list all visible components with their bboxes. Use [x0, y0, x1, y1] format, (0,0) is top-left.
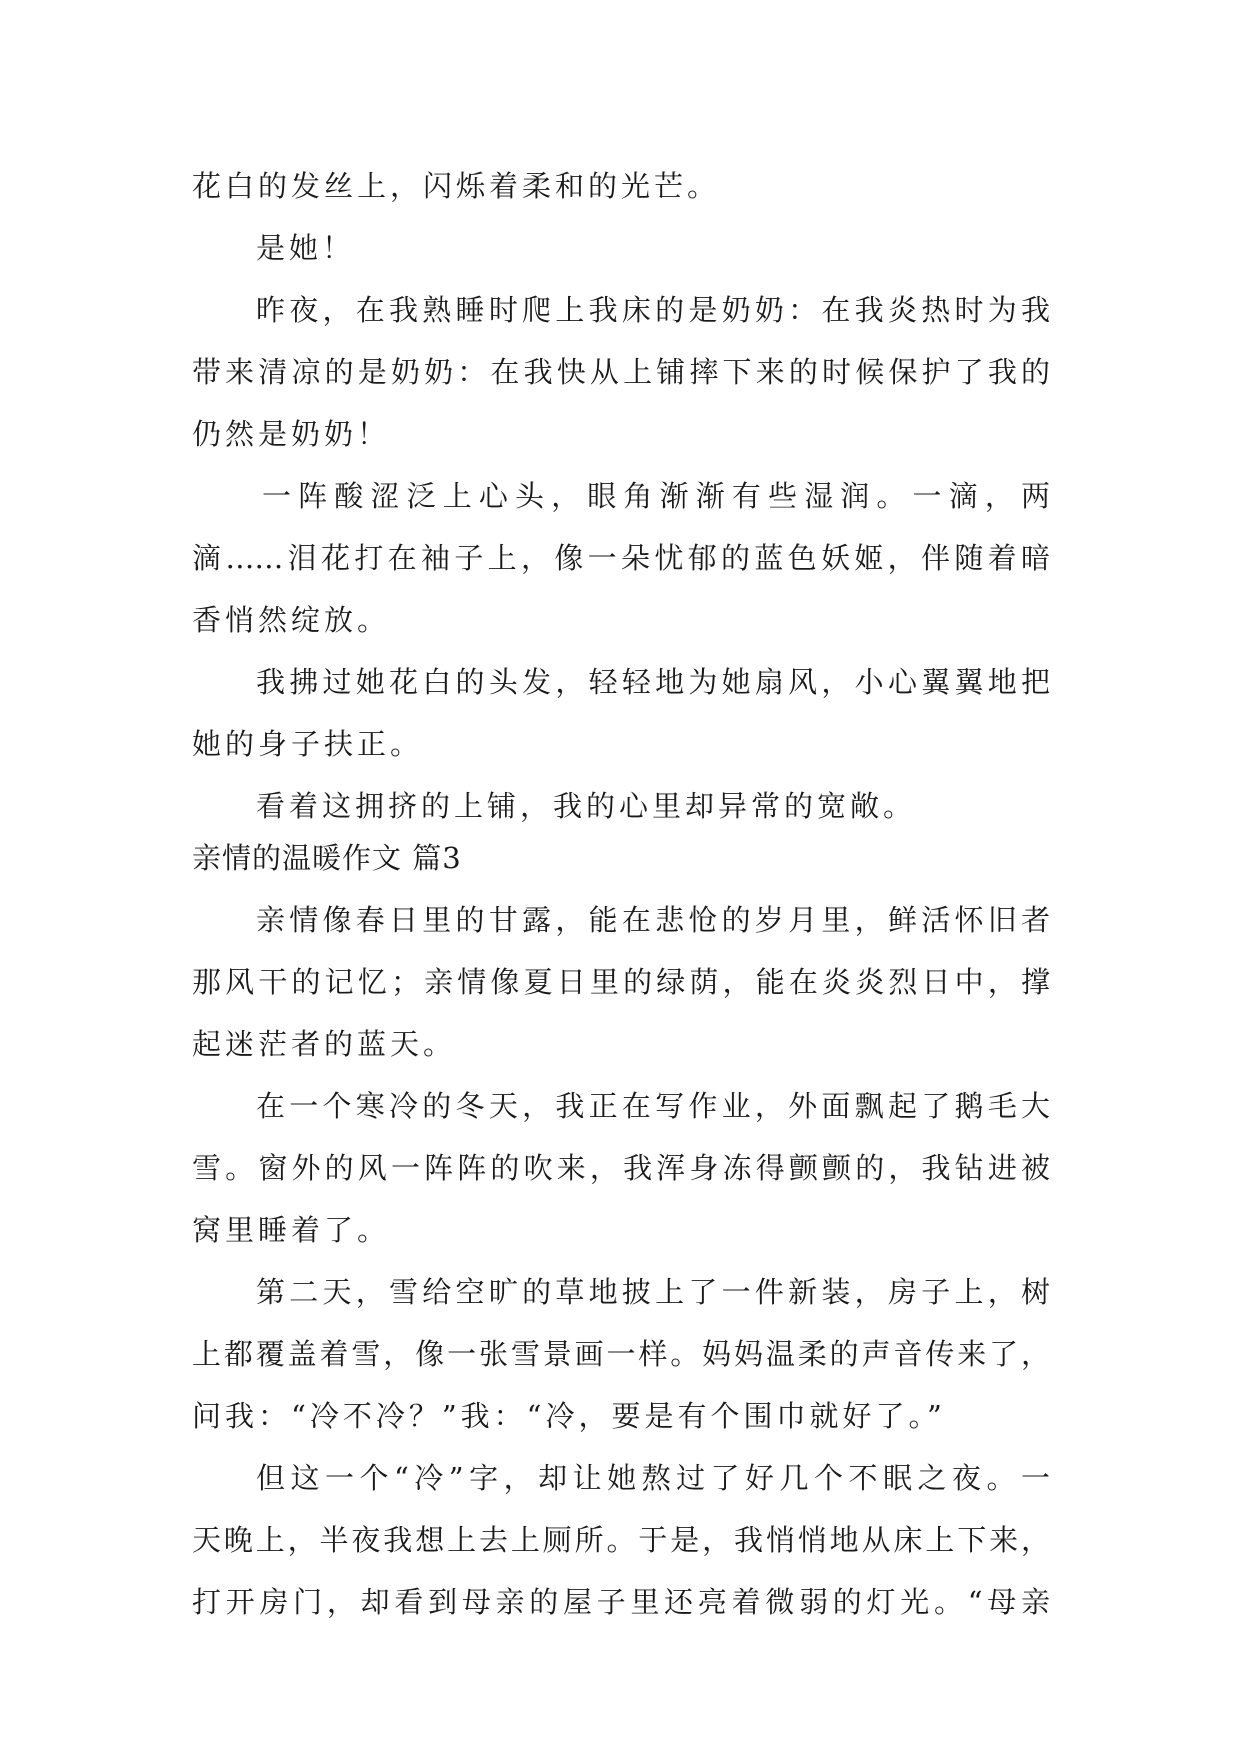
text-line: 但这一个“冷”字，却让她熬过了好几个不眠之夜。一: [256, 1461, 1050, 1495]
text-line: 香悄然绽放。: [192, 603, 391, 637]
text-line: 是她！: [256, 231, 356, 265]
text-line: 窝里睡着了。: [192, 1213, 391, 1247]
text-line: 带来清凉的是奶奶：在我快从上铺摔下来的时候保护了我的: [192, 355, 1050, 389]
text-line: 仍然是奶奶！: [192, 417, 391, 451]
text-line: 花白的发丝上，闪烁着柔和的光芒。: [192, 169, 721, 203]
text-line: 打开房门，却看到母亲的屋子里还亮着微弱的灯光。“母亲: [192, 1585, 1050, 1619]
text-line: 天晚上，半夜我想上去上厕所。于是，我悄悄地从床上下来，: [192, 1523, 1050, 1557]
text-line: 她的身子扶正。: [192, 727, 424, 761]
text-line: 那风干的记忆；亲情像夏日里的绿荫，能在炎炎烈日中，撑: [192, 965, 1050, 999]
text-line: 第二天，雪给空旷的草地披上了一件新装，房子上，树: [256, 1275, 1050, 1309]
text-line: 看着这拥挤的上铺，我的心里却异常的宽敞。: [256, 789, 917, 823]
text-line: 问我：“冷不冷？”我：“冷，要是有个围巾就好了。”: [192, 1399, 946, 1433]
text-line: 亲情像春日里的甘露，能在悲怆的岁月里，鲜活怀旧者: [256, 903, 1050, 937]
text-line: 在一个寒冷的冬天，我正在写作业，外面飘起了鹅毛大: [256, 1089, 1050, 1123]
document-body: [192, 160, 1050, 1628]
text-line: 我拂过她花白的头发，轻轻地为她扇风，小心翼翼地把: [256, 665, 1050, 699]
text-line: 雪。窗外的风一阵阵的吹来，我浑身冻得颤颤的，我钻进被: [192, 1151, 1050, 1185]
text-line: 起迷茫者的蓝天。: [192, 1027, 457, 1061]
text-line: 一阵酸涩泛上心头，眼角渐渐有些湿润。一滴，两: [262, 479, 1050, 513]
text-line: 上都覆盖着雪，像一张雪景画一样。妈妈温柔的声音传来了，: [192, 1337, 1050, 1371]
text-line: 滴……泪花打在袖子上，像一朵忧郁的蓝色妖姬，伴随着暗: [192, 541, 1050, 575]
section-title: 亲情的温暖作文 篇3: [192, 841, 462, 875]
text-line: 昨夜，在我熟睡时爬上我床的是奶奶：在我炎热时为我: [256, 293, 1050, 327]
